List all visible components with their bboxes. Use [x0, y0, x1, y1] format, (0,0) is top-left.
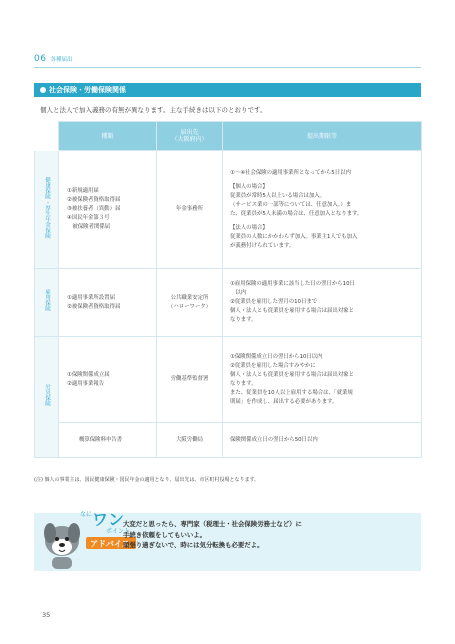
advice-line: 大変だと思ったら、専門家（税理士・社会保険労務士など）に	[123, 520, 302, 528]
footnote: (注) 個人の事業主は、国民健康保険・国民年金の適用となり、届出先は、市区町村役場となります。	[34, 477, 260, 483]
deadline-line: 従業員が常時5人以上いる場合は加入。	[230, 192, 326, 199]
deadline-line: 以内	[230, 290, 247, 296]
badge-point-text: ポイント	[106, 528, 131, 535]
category-cell	[35, 269, 59, 337]
category-cell	[35, 151, 59, 269]
table-row	[35, 423, 422, 458]
form-item: ②被保険者資格取得届	[67, 303, 121, 310]
badge-label-text: アドバイス	[90, 539, 130, 549]
office-name: 公共職業安定所	[170, 294, 209, 301]
deadline-line: 保険関係成立日の翌日から50日以内	[230, 436, 318, 443]
table-row	[35, 269, 422, 337]
header-type: 種類	[59, 122, 157, 151]
deadline-line: た、従業員が5人未満の場合は、任意加入となります。	[230, 210, 363, 217]
forms-cell	[59, 337, 157, 423]
deadline-line: 個人・法人とも従業員を雇用する場合は届出対象と	[230, 308, 354, 314]
category-label: 雇用保険	[44, 289, 50, 312]
header-office: 届出先 （大阪府内）	[157, 122, 223, 151]
page-header	[34, 54, 72, 64]
bullet-dot-icon	[40, 87, 46, 93]
form-item: ④国民年金第３号	[67, 215, 110, 221]
office-name: 労働基準監督署	[170, 376, 209, 382]
header-blank-cell	[35, 122, 59, 151]
deadline-line: ①～④社会保険の適用事業所となってから5日以内	[230, 169, 351, 176]
office-cell	[157, 269, 223, 337]
form-item: ①保険関係成立届	[67, 371, 110, 378]
office-cell	[157, 423, 223, 458]
deadline-cell	[223, 151, 422, 269]
form-item: ②適用事業報告	[67, 380, 105, 387]
table-row	[35, 337, 422, 423]
deadline-line: 【法人の場合】	[230, 224, 268, 231]
advice-text	[123, 519, 302, 551]
chapter-title: 各種届出	[50, 57, 73, 63]
header-deadline: 提出期限等	[223, 122, 422, 151]
deadline-line: 則届」を作成し、届出する必要があります。	[230, 398, 338, 405]
deadline-line: なります。	[230, 380, 257, 387]
table-body	[35, 151, 422, 458]
form-item: ③被扶養者（異動）届	[67, 206, 121, 212]
deadline-line: （サービス業の一部等については、任意加入。）ま	[230, 201, 352, 208]
table-row	[35, 151, 422, 269]
badge-big-text: ワン	[92, 510, 125, 529]
category-cell	[35, 337, 59, 458]
office-cell	[157, 151, 223, 269]
form-item: 被保険者関係届	[67, 224, 111, 230]
deadline-line: ②従業員を雇用した翌月の10日まで	[230, 299, 318, 305]
forms-cell	[59, 269, 157, 337]
section-title-bar	[34, 83, 421, 97]
header-divider	[34, 67, 421, 68]
deadline-line: なります。	[230, 317, 257, 323]
badge-small-text: なに	[80, 511, 93, 518]
deadline-line: ①雇用保険の適用事業に該当した日の翌日から10日	[230, 281, 355, 287]
procedures-table	[34, 121, 422, 458]
form-item: ②被保険者資格取得届	[67, 197, 121, 203]
form-item: 概算保険料申告書	[79, 436, 123, 443]
deadline-line: が義務付けられています。	[230, 242, 295, 249]
deadline-line: 【個人の場合】	[230, 183, 268, 190]
deadline-line: また、従業員を10人以上雇用する場合は、「就業規	[230, 389, 353, 396]
office-name: （ハローワーク）	[167, 303, 212, 310]
chapter-number: 06	[34, 54, 47, 64]
forms-cell	[59, 151, 157, 269]
deadline-cell	[223, 337, 422, 423]
category-label: 健康保険・厚生年金保険	[44, 176, 50, 239]
intro-text: 個人と法人で加入義務の有無が異なります。主な手続きは以下のとおりです。	[40, 106, 267, 114]
deadline-cell	[223, 423, 422, 458]
deadline-line: 従業員の人数にかかわらず加入。事業主1人でも加入	[230, 233, 358, 240]
deadline-line: 個人・法人とも従業員を雇用する場合は届出対象と	[230, 371, 354, 378]
office-name: 大阪労働局	[176, 436, 203, 443]
deadline-cell	[223, 269, 422, 337]
form-item: ①適用事業所設置届	[67, 294, 115, 301]
forms-cell	[59, 423, 157, 458]
deadline-line: ②従業員を雇用した場合すみやかに	[230, 362, 316, 369]
advice-line: 頑張り過ぎないで、時には気分転換も必要だよ。	[123, 541, 264, 549]
office-name: 年金事務所	[176, 206, 203, 212]
office-cell	[157, 337, 223, 423]
table-header-row	[35, 122, 422, 151]
category-label: 労災保険	[44, 383, 50, 407]
form-item: ①新規適用届	[67, 188, 99, 194]
section-title: 社会保険・労働保険関係	[49, 86, 126, 94]
page-number: 35	[42, 611, 51, 619]
deadline-line: ①保険関係成立日の翌日から10日以内	[230, 353, 323, 360]
advice-line: 手続き依頼をしてもいいよ。	[123, 530, 207, 539]
